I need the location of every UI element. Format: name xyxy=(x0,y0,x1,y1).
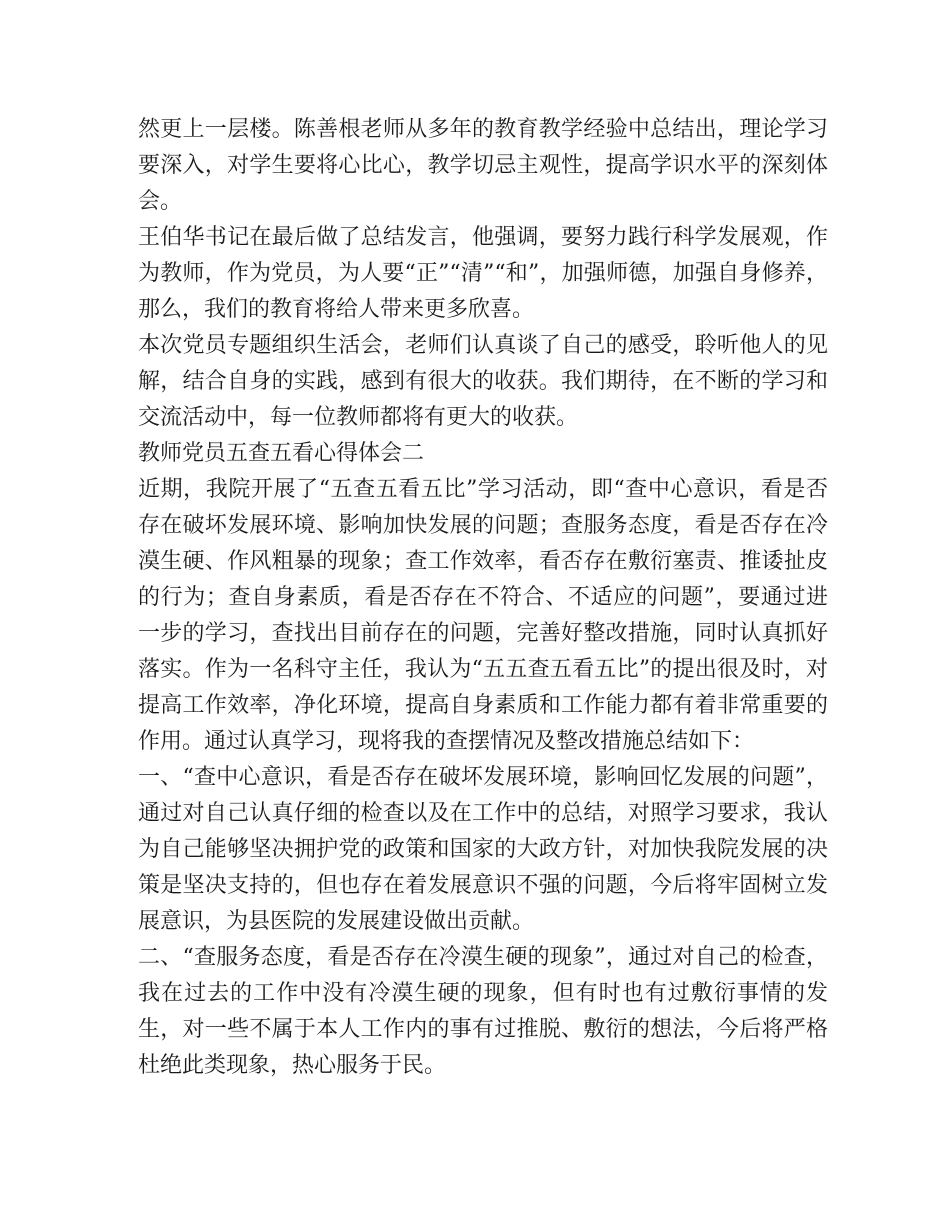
section-heading: 教师党员五查五看心得体会二 xyxy=(138,441,425,466)
paragraph-meeting-conclusion: 本次党员专题组织生活会，老师们认真谈了自己的感受，聆听他人的见解，结合自身的实践，感到有很大的收获。我们期待，在不断的学习和交流活动中，每一位教师都将有更大的收获。 xyxy=(138,333,828,430)
paragraph-point-two: 二、“查服务态度，看是否存在冷漠生硬的现象”，通过对自己的检查，我在过去的工作中没有冷漠生硬的现象，但有时也有过敷衍事情的发生，对一些不属于本人工作内的事有过推脱、敷衍的想法，今后将严格杜绝此类现象，热心服务于民。 xyxy=(138,945,828,1078)
paragraph-point-one: 一、“查中心意识，看是否存在破坏发展环境，影响回忆发展的问题”，通过对自己认真仔细的检查以及在工作中的总结，对照学习要求，我认为自己能够坚决拥护党的政策和国家的大政方针，对加快我院发展的决策是坚决支持的，但也存在着发展意识不强的问题，今后将牢固树立发展意识，为县医院的发展建设做出贡献。 xyxy=(138,765,828,934)
document-body xyxy=(138,112,828,1084)
paragraph-continuation: 然更上一层楼。陈善根老师从多年的教育教学经验中总结出，理论学习要深入，对学生要将心比心，教学切忌主观性，提高学识水平的深刻体会。 xyxy=(138,117,828,214)
paragraph-secretary-summary: 王伯华书记在最后做了总结发言，他强调，要努力践行科学发展观，作为教师，作为党员，为人要“正”“清”“和”，加强师德，加强自身修养，那么，我们的教育将给人带来更多欣喜。 xyxy=(138,225,828,322)
paragraph-activity-intro: 近期，我院开展了“五查五看五比”学习活动，即“查中心意识，看是否存在破坏发展环境、影响加快发展的问题；查服务态度，看是否存在冷漠生硬、作风粗暴的现象；查工作效率，看否存在敷衍塞责、推诿扯皮的行为；查自身素质，看是否存在不符合、不适应的问题”，要通过进一步的学习，查找出目前存在的问题，完善好整改措施，同时认真抓好落实。作为一名科守主任，我认为“五五查五看五比”的提出很及时，对提高工作效率，净化环境，提高自身素质和工作能力都有着非常重要的作用。通过认真学习，现将我的查摆情况及整改措施总结如下： xyxy=(138,477,828,754)
